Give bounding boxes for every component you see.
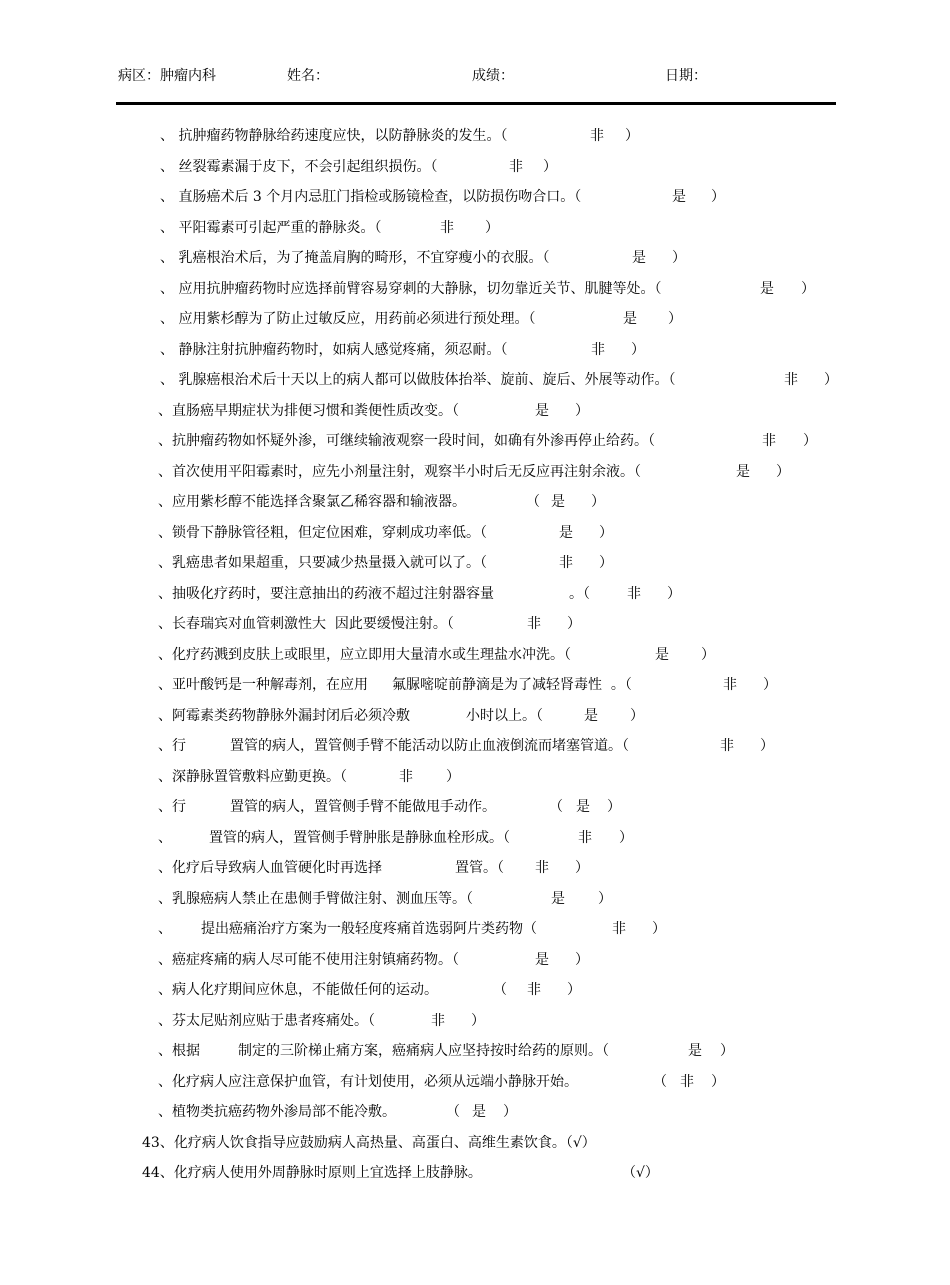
question-text-continued: （√）	[622, 1165, 659, 1181]
answer-close-paren: ）	[667, 586, 681, 602]
answer-mark: 是	[655, 647, 669, 663]
answer-mark: 非	[762, 433, 776, 449]
answer-close-paren: ）	[668, 311, 682, 327]
question-item	[158, 889, 612, 909]
question-text-continued: 制定的三阶梯止痛方案，癌痛病人应坚持按时给药的原则。（	[238, 1043, 609, 1059]
answer-close-paren: ）	[591, 494, 605, 510]
answer-mark: 非	[399, 769, 413, 785]
question-item	[158, 1011, 485, 1031]
question-text: 43、化疗病人饮食指导应鼓励病人高热量、高蛋白、高维生素饮食。（√）	[142, 1135, 596, 1151]
question-item	[158, 614, 581, 634]
question-item	[160, 309, 682, 329]
question-text: 、植物类抗癌药物外渗局部不能冷敷。	[158, 1104, 396, 1120]
question-text: 、 乳腺癌根治术后十天以上的病人都可以做肢体抬举、旋前、旋后、外展等动作。（	[160, 372, 676, 388]
question-text: 、	[158, 921, 172, 937]
answer-mark: 非	[723, 677, 737, 693]
question-item	[158, 736, 774, 756]
question-text: 、 应用抗肿瘤药物时应选择前臂容易穿刺的大静脉，切勿靠近关节、肌腱等处。（	[160, 281, 662, 297]
question-item	[160, 279, 815, 299]
answer-mark: 非	[440, 220, 454, 236]
answer-close-paren: ）	[720, 1043, 734, 1059]
question-item	[158, 462, 790, 482]
question-text: 、阿霉素类药物静脉外漏封闭后必须冷敷	[158, 708, 410, 724]
question-item	[158, 1102, 517, 1122]
question-item	[158, 645, 715, 665]
answer-mark: 是	[760, 281, 774, 297]
ward-label: 病区：肿瘤内科	[118, 68, 216, 84]
answer-mark: 是	[736, 464, 750, 480]
answer-close-paren: ）	[760, 738, 774, 754]
answer-close-paren: ）	[543, 159, 557, 175]
question-item	[158, 523, 613, 543]
question-text-continued: 。（	[569, 586, 590, 602]
answer-mark: 非	[535, 860, 549, 876]
question-item	[158, 797, 621, 817]
answer-close-paren: ）	[701, 647, 715, 663]
date-label: 日期：	[665, 68, 707, 84]
answer-close-paren: ）	[630, 708, 644, 724]
answer-close-paren: ）	[619, 830, 633, 846]
question-item	[158, 1072, 725, 1092]
question-text: 、深静脉置管敷料应勤更换。（	[158, 769, 347, 785]
answer-close-paren: ）	[631, 342, 645, 358]
answer-open-paren: （	[653, 1074, 667, 1090]
question-item	[142, 1163, 659, 1183]
question-item	[158, 1041, 734, 1061]
question-item	[158, 706, 644, 726]
question-text: 、	[158, 830, 172, 846]
answer-close-paren: ）	[711, 1074, 725, 1090]
question-item	[158, 401, 589, 421]
answer-close-paren: ）	[471, 1013, 485, 1029]
question-text: 、应用紫杉醇不能选择含聚氯乙稀容器和输液器。	[158, 494, 466, 510]
question-text-continued: 置管的病人，置管侧手臂不能活动以防止血液倒流而堵塞管道。（	[230, 738, 629, 754]
question-item	[158, 919, 666, 939]
question-item	[160, 157, 557, 177]
answer-close-paren: ）	[776, 464, 790, 480]
answer-mark: 是	[535, 403, 549, 419]
answer-close-paren: ）	[503, 1104, 517, 1120]
answer-close-paren: ）	[803, 433, 817, 449]
question-text: 、抗肿瘤药物如怀疑外渗，可继续输液观察一段时间，如确有外渗再停止给药。（	[158, 433, 655, 449]
answer-mark: 非	[431, 1013, 445, 1029]
question-item	[158, 767, 460, 787]
question-text: 、 乳癌根治术后，为了掩盖肩胸的畸形，不宜穿瘦小的衣服。（	[160, 250, 550, 266]
question-text: 、化疗后导致病人血管硬化时再选择	[158, 860, 382, 876]
question-item	[158, 980, 581, 1000]
question-text-continued: 氟脲嘧啶前静滴是为了减轻肾毒性 。（	[392, 677, 632, 693]
answer-close-paren: ）	[763, 677, 777, 693]
question-text: 、直肠癌早期症状为排便习惯和粪便性质改变。（	[158, 403, 459, 419]
answer-mark: 非	[527, 616, 541, 632]
answer-close-paren: ）	[801, 281, 815, 297]
question-item	[158, 431, 817, 451]
answer-close-paren: ）	[575, 860, 589, 876]
question-text: 、锁骨下静脉管径粗，但定位困难，穿刺成功率低。（	[158, 525, 487, 541]
question-text: 、乳腺癌病人禁止在患侧手臂做注射、测血压等。（	[158, 891, 473, 907]
question-text-continued: 小时以上。（	[466, 708, 543, 724]
question-text: 、化疗药溅到皮肤上或眼里，应立即用大量清水或生理盐水冲洗。（	[158, 647, 571, 663]
question-item	[160, 218, 499, 238]
answer-mark: 是	[632, 250, 646, 266]
question-text: 、首次使用平阳霉素时，应先小剂量注射，观察半小时后无反应再注射余液。（	[158, 464, 641, 480]
answer-mark: 非	[784, 372, 798, 388]
question-text: 、抽吸化疗药时，要注意抽出的药液不超过注射器容量	[158, 586, 494, 602]
question-text: 、长春瑞宾对血管刺激性大 因此要缓慢注射。（	[158, 616, 454, 632]
answer-mark: 是	[576, 799, 590, 815]
question-item	[158, 553, 613, 573]
question-text: 、行	[158, 738, 186, 754]
score-label: 成绩：	[472, 68, 514, 84]
answer-close-paren: ）	[652, 921, 666, 937]
answer-open-paren: （	[549, 799, 563, 815]
answer-mark: 是	[688, 1043, 702, 1059]
question-item	[158, 492, 605, 512]
question-text-continued: 提出癌痛治疗方案为一般轻度疼痛首选弱阿片类药物（	[201, 921, 537, 937]
answer-open-paren: （	[526, 494, 540, 510]
answer-sheet-header	[0, 66, 950, 86]
answer-mark: 是	[535, 952, 549, 968]
answer-close-paren: ）	[446, 769, 460, 785]
question-text-continued: 置管。（	[455, 860, 504, 876]
answer-mark: 非	[591, 342, 605, 358]
answer-close-paren: ）	[607, 799, 621, 815]
question-item	[158, 675, 777, 695]
question-item	[160, 340, 645, 360]
question-item	[160, 187, 725, 207]
answer-close-paren: ）	[599, 555, 613, 571]
answer-close-paren: ）	[599, 525, 613, 541]
question-item	[158, 584, 681, 604]
question-item	[160, 126, 639, 146]
question-text: 、乳癌患者如果超重，只要减少热量摄入就可以了。（	[158, 555, 487, 571]
answer-mark: 是	[551, 494, 565, 510]
answer-close-paren: ）	[575, 952, 589, 968]
header-divider	[116, 102, 836, 105]
answer-open-paren: （	[446, 1104, 460, 1120]
answer-mark: 非	[509, 159, 523, 175]
question-text: 、 应用紫杉醇为了防止过敏反应，用药前必须进行预处理。（	[160, 311, 536, 327]
answer-close-paren: ）	[567, 616, 581, 632]
answer-mark: 非	[612, 921, 626, 937]
question-text: 、化疗病人应注意保护血管，有计划使用，必须从远端小静脉开始。	[158, 1074, 578, 1090]
answer-close-paren: ）	[598, 891, 612, 907]
answer-mark: 是	[584, 708, 598, 724]
question-item	[142, 1133, 596, 1153]
answer-open-paren: （	[493, 982, 507, 998]
answer-close-paren: ）	[575, 403, 589, 419]
question-text: 、根据	[158, 1043, 200, 1059]
answer-mark: 非	[680, 1074, 694, 1090]
question-text: 、芬太尼贴剂应贴于患者疼痛处。（	[158, 1013, 375, 1029]
answer-close-paren: ）	[672, 250, 686, 266]
question-text: 、 平阳霉素可引起严重的静脉炎。（	[160, 220, 382, 236]
answer-mark: 是	[672, 189, 686, 205]
answer-close-paren: ）	[711, 189, 725, 205]
question-item	[160, 370, 838, 390]
question-text: 、癌症疼痛的病人尽可能不使用注射镇痛药物。（	[158, 952, 459, 968]
answer-mark: 非	[720, 738, 734, 754]
question-text: 、病人化疗期间应休息，不能做任何的运动。	[158, 982, 438, 998]
answer-mark: 非	[578, 830, 592, 846]
answer-mark: 非	[590, 128, 604, 144]
question-text: 、 丝裂霉素漏于皮下，不会引起组织损伤。（	[160, 159, 438, 175]
question-item	[160, 248, 686, 268]
answer-mark: 是	[551, 891, 565, 907]
answer-close-paren: ）	[485, 220, 499, 236]
answer-close-paren: ）	[567, 982, 581, 998]
question-text-continued: 置管的病人，置管侧手臂不能做甩手动作。	[230, 799, 496, 815]
answer-mark: 非	[559, 555, 573, 571]
question-text: 44、化疗病人使用外周静脉时原则上宜选择上肢静脉。	[142, 1165, 482, 1181]
question-text: 、亚叶酸钙是一种解毒剂，在应用	[158, 677, 368, 693]
answer-close-paren: ）	[824, 372, 838, 388]
answer-mark: 非	[627, 586, 641, 602]
answer-mark: 是	[623, 311, 637, 327]
question-item	[158, 950, 589, 970]
answer-mark: 是	[472, 1104, 486, 1120]
name-label: 姓名：	[287, 68, 329, 84]
question-item	[158, 828, 633, 848]
answer-mark: 非	[527, 982, 541, 998]
question-item	[158, 858, 589, 878]
answer-mark: 是	[559, 525, 573, 541]
question-text: 、行	[158, 799, 186, 815]
question-text-continued: 置管的病人，置管侧手臂肿胀是静脉血栓形成。（	[209, 830, 510, 846]
question-text: 、 抗肿瘤药物静脉给药速度应快，以防静脉炎的发生。（	[160, 128, 508, 144]
answer-close-paren: ）	[625, 128, 639, 144]
question-text: 、 静脉注射抗肿瘤药物时，如病人感觉疼痛，须忍耐。（	[160, 342, 508, 358]
question-text: 、 直肠癌术后 3 个月内忌肛门指检或肠镜检查，以防损伤吻合口。（	[160, 189, 582, 205]
